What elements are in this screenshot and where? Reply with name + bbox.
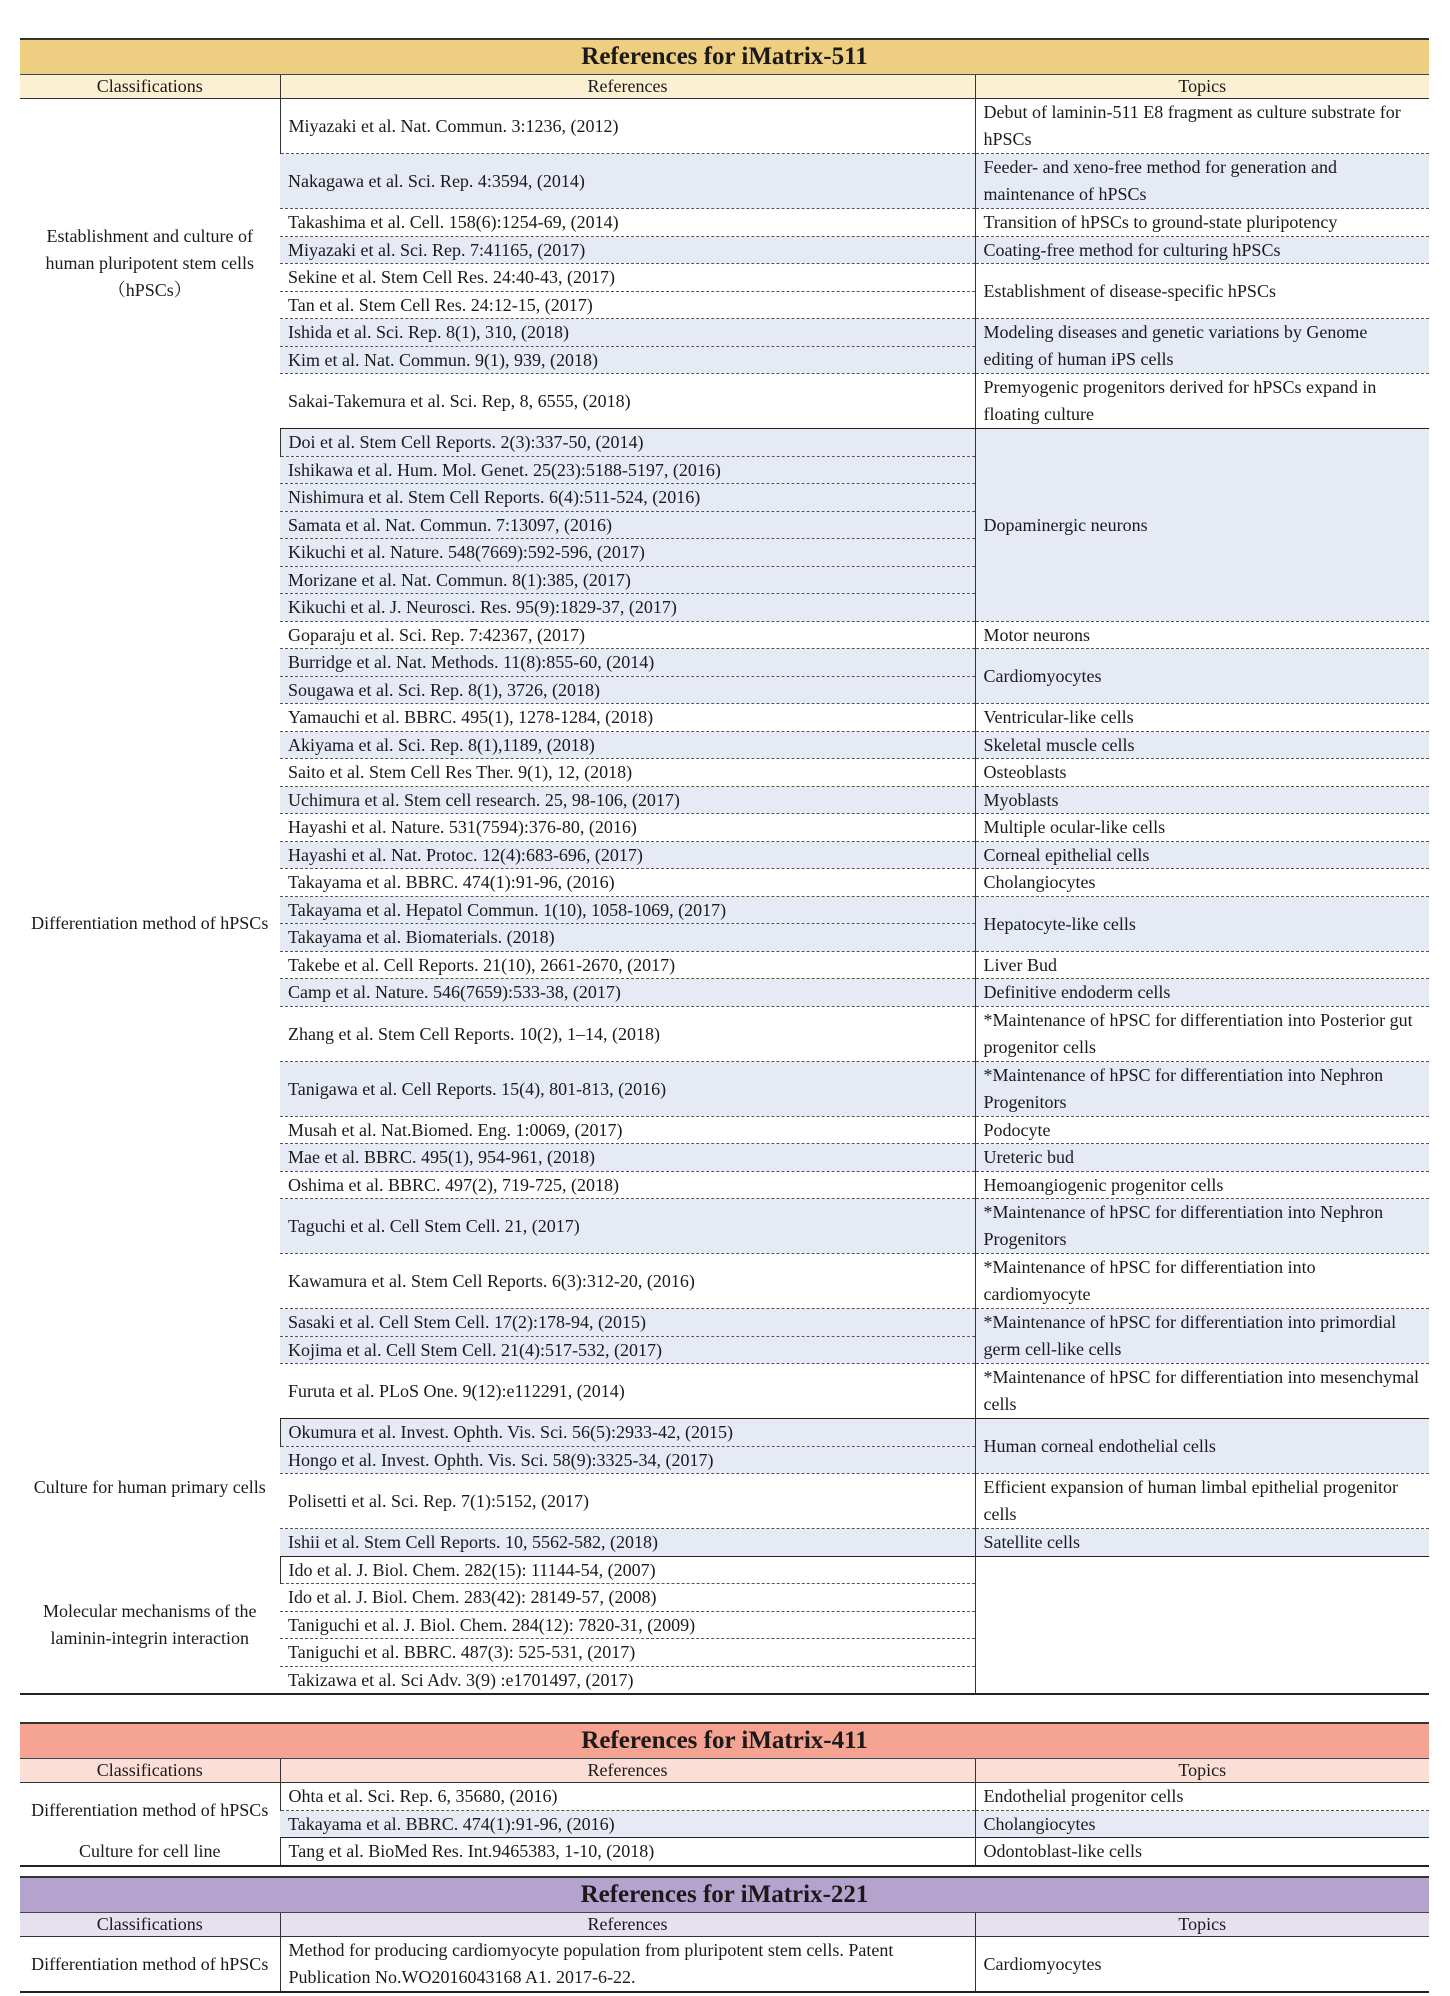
reference-cell: Sakai-Takemura et al. Sci. Rep, 8, 6555, (2018): [280, 374, 975, 429]
reference-cell: Uchimura et al. Stem cell research. 25, 98-106, (2017): [280, 786, 975, 814]
reference-cell: Hayashi et al. Nat. Protoc. 12(4):683-696, (2017): [280, 841, 975, 869]
topic-cell: Ureteric bud: [975, 1144, 1429, 1172]
reference-cell: Hongo et al. Invest. Ophth. Vis. Sci. 58(9):3325-34, (2017): [280, 1446, 975, 1474]
reference-cell: Taniguchi et al. BBRC. 487(3): 525-531, (2017): [280, 1639, 975, 1667]
section-imatrix-511: [20, 38, 1429, 1695]
topic-cell: Osteoblasts: [975, 759, 1429, 787]
header-row: [20, 1759, 1429, 1783]
topic-cell: Feeder- and xeno-free method for generation and maintenance of hPSCs: [975, 154, 1429, 209]
reference-cell: Ishida et al. Sci. Rep. 8(1), 310, (2018): [280, 319, 975, 347]
reference-cell: Hayashi et al. Nature. 531(7594):376-80, (2016): [280, 814, 975, 842]
topic-cell: *Maintenance of hPSC for differentiation into mesenchymal cells: [975, 1364, 1429, 1419]
reference-cell: Method for producing cardiomyocyte population from pluripotent stem cells. Patent Publication No.WO2016043168 A1. 2017-6-22.: [280, 1937, 975, 1993]
reference-cell: Goparaju et al. Sci. Rep. 7:42367, (2017): [280, 621, 975, 649]
header-references: References: [280, 75, 975, 99]
reference-cell: Akiyama et al. Sci. Rep. 8(1),1189, (2018): [280, 731, 975, 759]
topic-cell: Skeletal muscle cells: [975, 731, 1429, 759]
reference-cell: Camp et al. Nature. 546(7659):533-38, (2017): [280, 979, 975, 1007]
reference-cell: Miyazaki et al. Nat. Commun. 3:1236, (2012): [280, 99, 975, 154]
reference-cell: Mae et al. BBRC. 495(1), 954-961, (2018): [280, 1144, 975, 1172]
topic-cell: Definitive endoderm cells: [975, 979, 1429, 1007]
reference-cell: Saito et al. Stem Cell Res Ther. 9(1), 12, (2018): [280, 759, 975, 787]
reference-cell: Furuta et al. PLoS One. 9(12):e112291, (2014): [280, 1364, 975, 1419]
topic-cell: Modeling diseases and genetic variations by Genome editing of human iPS cells: [975, 319, 1429, 374]
reference-cell: Polisetti et al. Sci. Rep. 7(1):5152, (2017): [280, 1474, 975, 1529]
table-row: [20, 1419, 1429, 1447]
header-row: [20, 1913, 1429, 1937]
table-row: [20, 99, 1429, 154]
header-classifications: Classifications: [20, 75, 280, 99]
topic-cell: *Maintenance of hPSC for differentiation into Nephron Progenitors: [975, 1199, 1429, 1254]
table-row: [20, 1783, 1429, 1811]
header-row: [20, 75, 1429, 99]
reference-table: [20, 75, 1429, 1695]
topic-cell: Hemoangiogenic progenitor cells: [975, 1171, 1429, 1199]
topic-cell: Ventricular-like cells: [975, 704, 1429, 732]
reference-cell: Taniguchi et al. J. Biol. Chem. 284(12): 7820-31, (2009): [280, 1611, 975, 1639]
reference-cell: Sougawa et al. Sci. Rep. 8(1), 3726, (2018): [280, 676, 975, 704]
classification-cell: Culture for human primary cells: [33, 1476, 266, 1497]
topic-cell: Cardiomyocytes: [975, 1937, 1429, 1993]
reference-table: [20, 1759, 1429, 1867]
table-row: [20, 1937, 1429, 1993]
header-topics: Topics: [975, 1913, 1429, 1937]
reference-cell: Takayama et al. BBRC. 474(1):91-96, (2016): [280, 1810, 975, 1838]
topic-cell: *Maintenance of hPSC for differentiation into primordial germ cell-like cells: [975, 1309, 1429, 1364]
reference-cell: Kawamura et al. Stem Cell Reports. 6(3):312-20, (2016): [280, 1254, 975, 1309]
topic-cell: Multiple ocular-like cells: [975, 814, 1429, 842]
reference-cell: Nakagawa et al. Sci. Rep. 4:3594, (2014): [280, 154, 975, 209]
reference-cell: Kikuchi et al. Nature. 548(7669):592-596, (2017): [280, 539, 975, 567]
reference-cell: Takebe et al. Cell Reports. 21(10), 2661-2670, (2017): [280, 951, 975, 979]
classification-cell: Culture for cell line: [20, 1838, 280, 1866]
table-row: [20, 1556, 1429, 1584]
reference-cell: Samata et al. Nat. Commun. 7:13097, (2016): [280, 511, 975, 539]
reference-cell: Takayama et al. BBRC. 474(1):91-96, (2016): [280, 869, 975, 897]
header-references: References: [280, 1759, 975, 1783]
reference-cell: Nishimura et al. Stem Cell Reports. 6(4):511-524, (2016): [280, 484, 975, 512]
reference-cell: Taguchi et al. Cell Stem Cell. 21, (2017): [280, 1199, 975, 1254]
reference-table: [20, 1913, 1429, 1993]
topic-cell: *Maintenance of hPSC for differentiation into cardiomyocyte: [975, 1254, 1429, 1309]
topic-cell: Premyogenic progenitors derived for hPSCs expand in floating culture: [975, 374, 1429, 429]
topic-cell: Podocyte: [975, 1116, 1429, 1144]
reference-cell: Takayama et al. Biomaterials. (2018): [280, 924, 975, 952]
topic-cell: Myoblasts: [975, 786, 1429, 814]
topic-cell: Establishment of disease-specific hPSCs: [975, 264, 1429, 319]
header-topics: Topics: [975, 1759, 1429, 1783]
header-topics: Topics: [975, 75, 1429, 99]
table-row: [20, 1838, 1429, 1866]
reference-cell: Tanigawa et al. Cell Reports. 15(4), 801-813, (2016): [280, 1061, 975, 1116]
reference-cell: Sasaki et al. Cell Stem Cell. 17(2):178-94, (2015): [280, 1309, 975, 1337]
topic-cell: Dopaminergic neurons: [975, 429, 1429, 622]
reference-cell: Ishikawa et al. Hum. Mol. Genet. 25(23):5188-5197, (2016): [280, 456, 975, 484]
topic-cell: Coating-free method for culturing hPSCs: [975, 236, 1429, 264]
reference-cell: Musah et al. Nat.Biomed. Eng. 1:0069, (2017): [280, 1116, 975, 1144]
section-imatrix-411: [20, 1722, 1429, 1867]
reference-cell: Sekine et al. Stem Cell Res. 24:40-43, (2017): [280, 264, 975, 292]
reference-cell: Takizawa et al. Sci Adv. 3(9) :e1701497, (2017): [280, 1666, 975, 1694]
topic-cell: Cardiomyocytes: [975, 649, 1429, 704]
topic-cell: Liver Bud: [975, 951, 1429, 979]
reference-cell: Yamauchi et al. BBRC. 495(1), 1278-1284, (2018): [280, 704, 975, 732]
header-references: References: [280, 1913, 975, 1937]
classification-cell: Establishment and culture of human pluripotent stem cells （hPSCs）: [45, 226, 254, 301]
topic-cell: Corneal epithelial cells: [975, 841, 1429, 869]
reference-cell: Tan et al. Stem Cell Res. 24:12-15, (2017): [280, 291, 975, 319]
reference-cell: Kim et al. Nat. Commun. 9(1), 939, (2018): [280, 346, 975, 374]
reference-cell: Zhang et al. Stem Cell Reports. 10(2), 1–14, (2018): [280, 1006, 975, 1061]
reference-cell: Ido et al. J. Biol. Chem. 282(15): 11144-54, (2007): [280, 1556, 975, 1584]
topic-cell-empty: [975, 1556, 1429, 1694]
reference-cell: Kojima et al. Cell Stem Cell. 21(4):517-532, (2017): [280, 1336, 975, 1364]
topic-cell: Human corneal endothelial cells: [975, 1419, 1429, 1474]
reference-cell: Doi et al. Stem Cell Reports. 2(3):337-50, (2014): [280, 429, 975, 457]
topic-cell: Endothelial progenitor cells: [975, 1783, 1429, 1811]
topic-cell: *Maintenance of hPSC for differentiation into Posterior gut progenitor cells: [975, 1006, 1429, 1061]
reference-cell: Kikuchi et al. J. Neurosci. Res. 95(9):1829-37, (2017): [280, 594, 975, 622]
classification-cell: Differentiation method of hPSCs: [20, 1937, 280, 1993]
section-title: References for iMatrix-411: [20, 1722, 1429, 1759]
topic-cell: Cholangiocytes: [975, 1810, 1429, 1838]
reference-cell: Takashima et al. Cell. 158(6):1254-69, (2014): [280, 209, 975, 237]
header-classifications: Classifications: [20, 1759, 280, 1783]
topic-cell: *Maintenance of hPSC for differentiation into Nephron Progenitors: [975, 1061, 1429, 1116]
reference-cell: Ishii et al. Stem Cell Reports. 10, 5562-582, (2018): [280, 1529, 975, 1557]
reference-cell: Ohta et al. Sci. Rep. 6, 35680, (2016): [280, 1783, 975, 1811]
reference-cell: Morizane et al. Nat. Commun. 8(1):385, (2017): [280, 566, 975, 594]
reference-cell: Oshima et al. BBRC. 497(2), 719-725, (2018): [280, 1171, 975, 1199]
topic-cell: Efficient expansion of human limbal epithelial progenitor cells: [975, 1474, 1429, 1529]
reference-cell: Ido et al. J. Biol. Chem. 283(42): 28149-57, (2008): [280, 1584, 975, 1612]
topic-cell: Transition of hPSCs to ground-state pluripotency: [975, 209, 1429, 237]
topic-cell: Odontoblast-like cells: [975, 1838, 1429, 1866]
section-title: References for iMatrix-511: [20, 38, 1429, 75]
reference-cell: Miyazaki et al. Sci. Rep. 7:41165, (2017): [280, 236, 975, 264]
reference-cell: Okumura et al. Invest. Ophth. Vis. Sci. 56(5):2933-42, (2015): [280, 1419, 975, 1447]
header-classifications: Classifications: [20, 1913, 280, 1937]
classification-cell: Differentiation method of hPSCs: [31, 913, 269, 933]
topic-cell: Cholangiocytes: [975, 869, 1429, 897]
section-imatrix-221: [20, 1876, 1429, 1993]
section-title: References for iMatrix-221: [20, 1876, 1429, 1913]
table-row: [20, 429, 1429, 457]
topic-cell: Debut of laminin-511 E8 fragment as culture substrate for hPSCs: [975, 99, 1429, 154]
reference-cell: Burridge et al. Nat. Methods. 11(8):855-60, (2014): [280, 649, 975, 677]
topic-cell: Motor neurons: [975, 621, 1429, 649]
topic-cell: Satellite cells: [975, 1529, 1429, 1557]
reference-cell: Takayama et al. Hepatol Commun. 1(10), 1058-1069, (2017): [280, 896, 975, 924]
classification-cell: Molecular mechanisms of the laminin-integrin interaction: [43, 1600, 257, 1648]
classification-cell: Differentiation method of hPSCs: [31, 1799, 269, 1820]
topic-cell: Hepatocyte-like cells: [975, 896, 1429, 951]
reference-cell: Tang et al. BioMed Res. Int.9465383, 1-10, (2018): [280, 1838, 975, 1866]
